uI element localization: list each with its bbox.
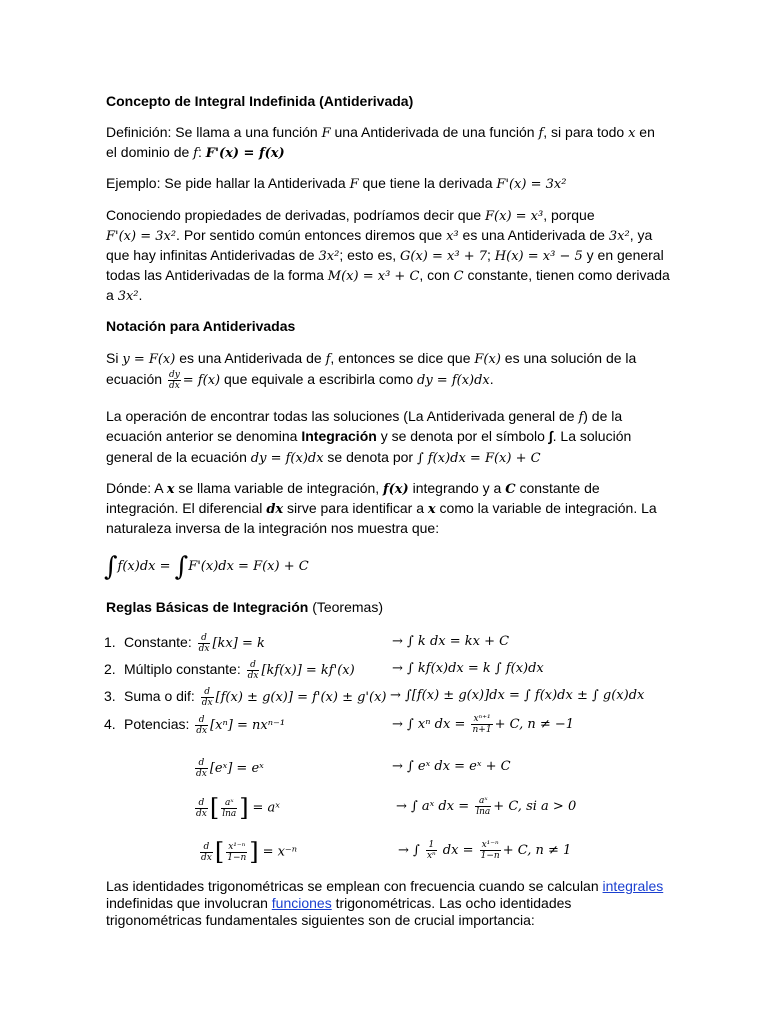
text: . [489, 371, 494, 387]
math-bold: dx [266, 502, 284, 517]
text: general de la ecuación [106, 449, 251, 465]
text: todas las Antiderivadas de la forma [106, 267, 328, 283]
fraction-dy-dx [168, 370, 181, 391]
list-number: 4. [104, 716, 116, 732]
text: el dominio de [106, 144, 194, 160]
text: es una Antiderivada de [458, 227, 609, 243]
math: F'(x) = 3x² [106, 229, 177, 244]
math: dy = f(x)dx [417, 373, 490, 388]
trig-line-3: trigonométricas fundamentales siguientes son de crucial importancia: [106, 912, 535, 928]
math: x³ [446, 229, 459, 244]
math: = aˣ [252, 800, 280, 816]
math: F'(x) = 3x² [496, 177, 567, 192]
fraction [471, 714, 492, 735]
math: y = F(x) [122, 352, 176, 367]
math: [xⁿ] = nxⁿ⁻¹ [210, 718, 286, 733]
text: y en general [582, 247, 664, 263]
math: F(x) [474, 352, 501, 367]
fraction-numerator: d [200, 842, 213, 853]
fraction-denominator: lna [222, 808, 237, 819]
text: que tiene la derivada [358, 175, 497, 191]
text: y se denota por el símbolo [376, 428, 549, 444]
fraction-numerator: xⁿ⁺¹ [473, 714, 491, 724]
fraction-denominator: dx [198, 643, 210, 654]
link-funciones[interactable]: funciones [271, 895, 332, 911]
fraction-denominator: xⁿ [426, 851, 436, 861]
math: F'(x)dx = F(x) + C [188, 559, 309, 574]
text: . La solución [552, 428, 632, 444]
rule-label: Múltiplo constante: [124, 661, 245, 677]
math-bold: f(x) [383, 482, 409, 497]
math-bold: x [166, 482, 175, 497]
text: se llama variable de integración, [174, 480, 384, 496]
example-line [106, 173, 566, 195]
fraction-numerator: x¹⁻ⁿ [228, 841, 246, 852]
fraction-denominator: dx [201, 697, 213, 708]
math: f [325, 352, 331, 367]
bold-term: Integración [301, 428, 377, 444]
heading-notacion: Notación para Antiderivadas [106, 318, 296, 334]
math: + C, n ≠ 1 [502, 843, 572, 858]
fraction [475, 796, 491, 817]
rule-label: Suma o dif: [124, 688, 199, 704]
text: es una solución de la [500, 350, 637, 366]
text: Dónde: A [106, 480, 167, 496]
math: 3x² [117, 289, 139, 304]
math: H(x) = x³ − 5 [494, 249, 583, 264]
fraction-numerator: dy [168, 369, 180, 380]
text: , porque [543, 207, 595, 223]
text: Definición: Se llama a una función [106, 124, 322, 140]
rule-integral: → ∫[f(x) ± g(x)]dx = ∫ f(x)dx ± ∫ g(x)dx [390, 688, 645, 703]
rule-derivative [124, 632, 265, 654]
fraction-numerator: 1 [426, 840, 437, 851]
rule-label: Potencias: [124, 716, 194, 732]
text: . [138, 287, 143, 303]
text: , con [419, 267, 454, 283]
text: se denota por [323, 449, 417, 465]
notation-line-2 [106, 369, 494, 391]
text: que equivale a escribirla como [220, 371, 417, 387]
text: ) de la [583, 408, 623, 424]
math: [eˣ] = eˣ [209, 761, 264, 776]
bracket-close: ] [239, 794, 249, 822]
fraction-numerator: x¹⁻ⁿ [481, 840, 499, 850]
integral-sign: ∫ [174, 552, 189, 582]
text: ; [487, 247, 495, 263]
fraction-d-dx [195, 758, 208, 779]
fraction-denominator: 1−n [480, 851, 500, 861]
list-number: 1. [104, 634, 116, 650]
definition-line-1 [106, 122, 655, 144]
math: 3x² [318, 249, 340, 264]
donde-line-3: naturaleza inversa de la integración nos muestra que: [106, 520, 440, 536]
fraction-d-dx [247, 660, 260, 681]
text: como la variable de integración. La [435, 500, 657, 516]
math: C [453, 269, 464, 284]
donde-line-1 [106, 478, 600, 500]
fraction-numerator: aˣ [475, 796, 491, 807]
integral-sign: ∫ [104, 552, 118, 582]
definition-line-2 [106, 142, 285, 164]
fraction [426, 840, 437, 861]
math-bold: x [427, 502, 436, 517]
paragraph-conociendo-3 [106, 245, 664, 267]
math-bold: F'(x) = f(x) [205, 146, 285, 161]
math: F [321, 126, 331, 141]
math: f(x)dx = [117, 559, 175, 574]
paragraph-conociendo-4 [106, 265, 670, 287]
math: ∫ f(x)dx = F(x) + C [416, 451, 541, 466]
text: : [197, 144, 206, 160]
paragraph-conociendo-1 [106, 205, 595, 227]
fraction-numerator: d [195, 758, 208, 769]
math: f [538, 126, 544, 141]
text: integración. El diferencial [106, 500, 267, 516]
fraction-denominator: dx [247, 670, 259, 681]
fraction [226, 842, 247, 863]
fraction-d-dx [198, 633, 211, 654]
math: = f(x) [182, 373, 221, 388]
fraction [480, 840, 501, 861]
text: indefinidas que involucran [106, 895, 272, 911]
text: Las identidades trigonométricas se emplean con frecuencia cuando se calculan [106, 878, 603, 894]
integral-symbol: ∫ [548, 428, 553, 444]
math: f [578, 410, 584, 425]
rule-derivative [193, 757, 264, 779]
fraction-numerator: aˣ [221, 798, 237, 809]
text: integrando y a [408, 480, 506, 496]
text: . Por sentido común entonces diremos que [176, 227, 447, 243]
fraction-d-dx [195, 715, 208, 736]
list-number: 2. [104, 661, 116, 677]
fraction-denominator: dx [196, 725, 208, 736]
text: en [635, 124, 655, 140]
math: f [193, 146, 198, 161]
bracket-close: ] [249, 838, 259, 866]
rule-integral [398, 840, 571, 861]
rule-integral: → ∫ kf(x)dx = k ∫ f(x)dx [392, 661, 544, 676]
rule-derivative [124, 659, 355, 681]
text: Ejemplo: Se pide hallar la Antiderivada [106, 175, 350, 191]
notation-line-1 [106, 348, 636, 370]
bracket-open: [ [209, 794, 220, 822]
fraction-denominator: lna [476, 807, 491, 817]
fraction-d-dx [201, 687, 214, 708]
fraction-denominator: dx [196, 808, 207, 819]
donde-line-2 [106, 498, 657, 520]
rule-derivative [193, 796, 280, 820]
math: [kf(x)] = kf'(x) [261, 663, 355, 678]
fraction-denominator: n+1 [472, 725, 492, 735]
fraction-numerator: d [247, 660, 260, 671]
fraction [221, 798, 237, 819]
text: a [106, 287, 118, 303]
math: G(x) = x³ + 7 [400, 249, 488, 264]
fraction-d-dx [195, 798, 208, 819]
fraction-denominator: dx [168, 380, 180, 391]
text: que hay infinitas Antiderivadas de [106, 247, 319, 263]
text: Conociendo propiedades de derivadas, podríamos decir que [106, 207, 486, 223]
heading-reglas-suffix: (Teoremas) [308, 599, 383, 615]
math: → ∫ aˣ dx = [396, 799, 474, 814]
text: una Antiderivada de una función [330, 124, 539, 140]
text: es una Antiderivada de [175, 350, 326, 366]
heading-reglas-title: Reglas Básicas de Integración [106, 599, 309, 615]
math: F(x) = x³ [485, 209, 544, 224]
fraction-numerator: d [195, 715, 208, 726]
text: ; esto es, [339, 247, 401, 263]
math: [kx] = k [212, 636, 265, 651]
rule-integral: → ∫ k dx = kx + C [392, 634, 510, 649]
math: F [349, 177, 359, 192]
fraction-denominator: dx [196, 768, 207, 779]
list-number: 3. [104, 688, 116, 704]
text: ecuación [106, 371, 166, 387]
math: x [628, 126, 636, 141]
math: + C, n ≠ −1 [494, 717, 575, 732]
text: Si [106, 350, 123, 366]
operation-line-1 [106, 406, 622, 428]
math: dy = f(x)dx [250, 451, 324, 466]
text: , ya [629, 227, 653, 243]
bracket-open: [ [214, 838, 225, 866]
text: sirve para identificar a [283, 500, 428, 516]
text: trigonométricas. Las ocho identidades [331, 895, 572, 911]
fraction-denominator: dx [201, 852, 212, 863]
text: , si para todo [543, 124, 629, 140]
fraction-d-dx [200, 842, 213, 863]
fraction-denominator: 1−n [227, 852, 247, 863]
link-integrales[interactable]: integrales [602, 878, 664, 894]
rule-label: Constante: [124, 634, 196, 650]
text: constante de [515, 480, 600, 496]
display-equation [104, 552, 309, 582]
rule-integral [392, 714, 574, 735]
rule-derivative [198, 840, 297, 864]
math: → ∫ xⁿ dx = [392, 717, 470, 732]
heading-integral-indefinida: Concepto de Integral Indefinida (Antiderivada) [106, 93, 414, 109]
text: , entonces se dice que [330, 350, 475, 366]
heading-reglas [106, 597, 383, 617]
rule-derivative [124, 686, 386, 708]
math: 3x² [608, 229, 630, 244]
text: constante, tienen como derivada [463, 267, 670, 283]
math: dx = [438, 843, 478, 858]
math: = x⁻ⁿ [262, 844, 298, 860]
operation-line-2 [106, 426, 631, 446]
rule-integral [396, 796, 576, 817]
paragraph-conociendo-5 [106, 285, 142, 307]
fraction-numerator: d [195, 798, 208, 809]
rule-derivative [124, 714, 285, 736]
paragraph-conociendo-2 [106, 225, 652, 247]
text: La operación de encontrar todas las soluciones (La Antiderivada general de [106, 408, 579, 424]
math: [f(x) ± g(x)] = f'(x) ± g'(x) [215, 690, 387, 705]
math: → ∫ [398, 843, 424, 858]
fraction-numerator: d [198, 633, 211, 644]
rule-integral: → ∫ eˣ dx = eˣ + C [392, 759, 511, 774]
math: + C, si a > 0 [493, 799, 577, 814]
math-bold: C [505, 482, 516, 497]
math: M(x) = x³ + C [327, 269, 420, 284]
operation-line-3 [106, 447, 541, 469]
fraction-numerator: d [201, 687, 214, 698]
text: ecuación anterior se denomina [106, 428, 302, 444]
